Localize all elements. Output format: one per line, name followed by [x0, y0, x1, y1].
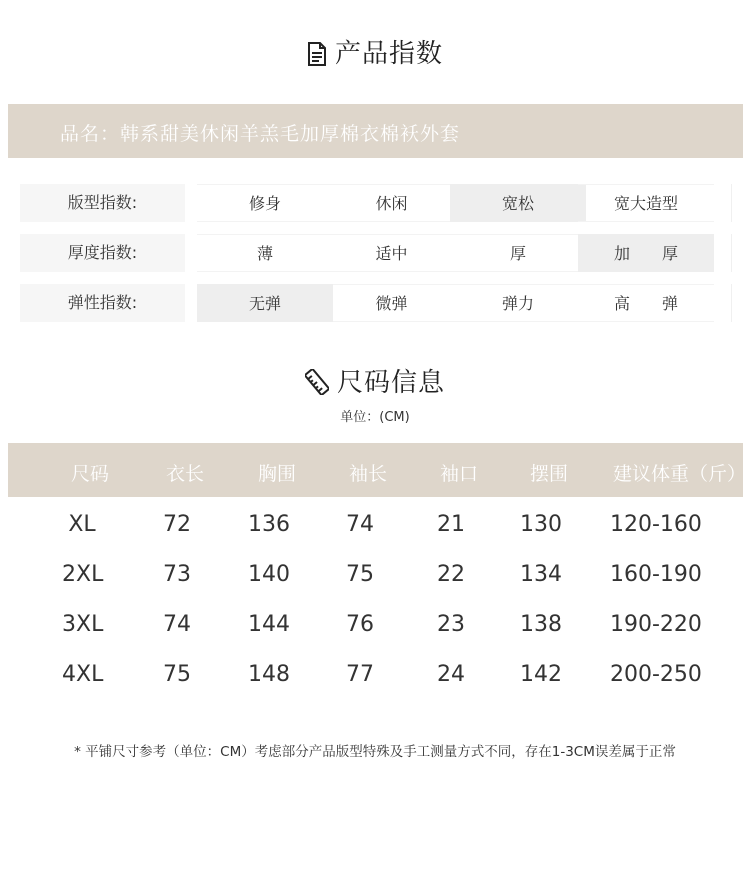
table-cell: 21 — [437, 512, 465, 537]
table-cell: 74 — [346, 512, 374, 537]
column-header: 袖长 — [348, 463, 387, 485]
table-cell: 73 — [163, 562, 191, 587]
table-cell: 134 — [520, 562, 562, 587]
table-cell: 136 — [248, 512, 290, 537]
size-table-header — [8, 443, 747, 497]
table-cell: 140 — [248, 562, 290, 587]
product-index-title-text: 产品指数 — [334, 39, 443, 69]
table-cell: 75 — [163, 662, 191, 687]
table-cell: 24 — [437, 662, 465, 687]
index-option: 加 厚 — [578, 234, 714, 272]
index-option: 弹力 — [450, 284, 586, 322]
table-cell: 200-250 — [610, 662, 702, 687]
index-label: 弹性指数: — [20, 284, 185, 322]
column-header: 袖口 — [439, 463, 478, 485]
table-cell: 4XL — [62, 662, 104, 687]
table-cell: 160-190 — [610, 562, 702, 587]
table-cell: 77 — [346, 662, 374, 687]
index-option: 高 弹 — [578, 284, 714, 322]
size-info-title-text: 尺码信息 — [336, 368, 445, 398]
index-option: 薄 — [197, 234, 333, 272]
column-header: 胸围 — [257, 463, 296, 485]
footnote: * 平铺尺寸参考（单位：CM）考虑部分产品版型特殊及手工测量方式不同，存在1-3CM误差属于正常 — [74, 744, 676, 760]
index-option: 修身 — [197, 184, 333, 222]
column-header: 衣长 — [165, 463, 204, 485]
row-edge — [731, 234, 732, 272]
column-header: 建议体重（斤） — [613, 463, 747, 485]
table-cell: 138 — [520, 612, 562, 637]
index-option: 休闲 — [333, 184, 450, 222]
size-info-title — [0, 362, 750, 402]
table-cell: 130 — [520, 512, 562, 537]
index-option: 宽大造型 — [578, 184, 714, 222]
table-cell: 76 — [346, 612, 374, 637]
table-cell: 2XL — [62, 562, 104, 587]
index-option: 宽松 — [450, 184, 586, 222]
row-edge — [731, 284, 732, 322]
document-icon — [307, 42, 327, 73]
table-cell: 22 — [437, 562, 465, 587]
column-header: 摆围 — [529, 463, 568, 485]
table-cell: XL — [68, 512, 96, 537]
table-cell: 120-160 — [610, 512, 702, 537]
index-option: 无弹 — [197, 284, 333, 322]
column-header: 尺码 — [70, 463, 109, 485]
table-cell: 72 — [163, 512, 191, 537]
elasticity-index-row — [20, 284, 732, 322]
index-option: 微弹 — [333, 284, 450, 322]
table-cell: 144 — [248, 612, 290, 637]
index-label: 版型指数: — [20, 184, 185, 222]
table-cell: 3XL — [62, 612, 104, 637]
table-cell: 148 — [248, 662, 290, 687]
table-cell: 142 — [520, 662, 562, 687]
unit-label: 单位：(CM) — [340, 410, 410, 425]
row-edge — [731, 184, 732, 222]
ruler-icon — [305, 369, 329, 402]
table-cell: 23 — [437, 612, 465, 637]
product-name: 品名：韩系甜美休闲羊羔毛加厚棉衣棉袄外套 — [60, 123, 461, 145]
table-cell: 74 — [163, 612, 191, 637]
fit-index-row — [20, 184, 732, 222]
index-option: 厚 — [450, 234, 586, 272]
product-name-bar — [8, 104, 743, 158]
product-index-title — [0, 33, 750, 73]
thickness-index-row — [20, 234, 732, 272]
table-cell: 190-220 — [610, 612, 702, 637]
table-cell: 75 — [346, 562, 374, 587]
index-label: 厚度指数: — [20, 234, 185, 272]
index-option: 适中 — [333, 234, 450, 272]
